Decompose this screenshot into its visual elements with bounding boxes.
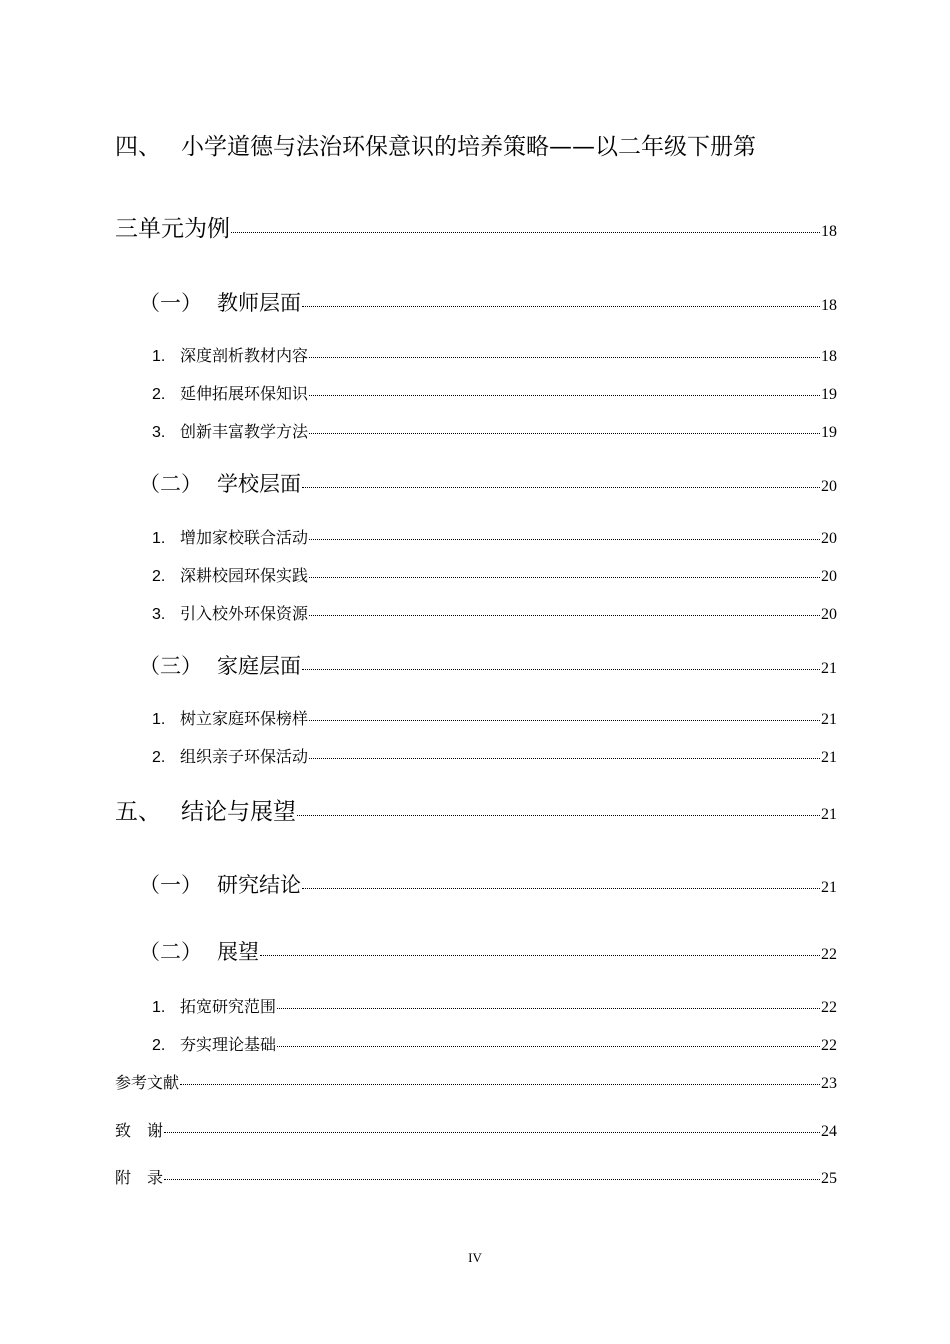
toc-entry-number: （二）	[139, 940, 202, 964]
toc-page-number: 18	[821, 348, 837, 365]
toc-page-number: 21	[821, 879, 837, 896]
toc-page-number: 22	[821, 946, 837, 963]
toc-entry-title: 增加家校联合活动	[180, 528, 309, 547]
toc-entry-title: 结论与展望	[181, 799, 296, 825]
toc-entry-acknowledgements[interactable]	[115, 1118, 837, 1141]
toc-dot-leader	[180, 1084, 820, 1085]
toc-entry-title: 致 谢	[115, 1121, 164, 1140]
toc-page-number: 24	[821, 1123, 837, 1140]
toc-page-number: 21	[821, 806, 837, 823]
toc-entry-title: 夯实理论基础	[180, 1035, 277, 1054]
toc-dot-leader	[231, 232, 820, 233]
toc-dot-leader	[309, 539, 820, 540]
toc-entry-number: （三）	[139, 654, 202, 678]
toc-entry-subsection[interactable]	[115, 343, 837, 366]
toc-dot-leader	[260, 955, 820, 956]
toc-chapter4-line1[interactable]	[115, 128, 837, 161]
toc-entry-number: （一）	[139, 291, 202, 315]
toc-dot-leader	[164, 1132, 820, 1133]
toc-entry-subsection[interactable]	[115, 994, 837, 1017]
toc-dot-leader	[302, 306, 820, 307]
toc-dot-leader	[309, 433, 820, 434]
toc-entry-title: 引入校外环保资源	[180, 604, 309, 623]
toc-page-number: 20	[821, 568, 837, 585]
toc-entry-subsection[interactable]	[115, 744, 837, 767]
toc-page-number: 18	[821, 297, 837, 314]
toc-entry-title: 附 录	[115, 1168, 164, 1187]
toc-entry-number: 1.	[152, 530, 166, 547]
toc-entry-title: 展望	[217, 940, 259, 964]
toc-dot-leader	[309, 357, 820, 358]
toc-page-number: 20	[821, 606, 837, 623]
toc-entry-section[interactable]	[115, 287, 837, 317]
toc-entry-title: 学校层面	[217, 472, 301, 496]
toc-dot-leader	[302, 888, 820, 889]
toc-dot-leader	[309, 395, 820, 396]
toc-entry-section[interactable]	[115, 936, 837, 966]
toc-entry-title: 树立家庭环保榜样	[180, 709, 309, 728]
toc-chapter4-title-line1: 小学道德与法治环保意识的培养策略——以二年级下册第	[181, 134, 756, 160]
toc-dot-leader	[309, 720, 820, 721]
toc-entry-number: 2.	[152, 749, 166, 766]
toc-page-number: 20	[821, 478, 837, 495]
toc-entry-number: 1.	[152, 711, 166, 728]
toc-page-number: 20	[821, 530, 837, 547]
toc-entry-number: 1.	[152, 999, 166, 1016]
toc-entry-number: 2.	[152, 568, 166, 585]
toc-entry-title: 延伸拓展环保知识	[180, 384, 309, 403]
toc-page-number: 21	[821, 711, 837, 728]
toc-entry-number: 3.	[152, 424, 166, 441]
toc-entry-subsection[interactable]	[115, 601, 837, 624]
toc-page-number: 21	[821, 749, 837, 766]
toc-entry-title: 研究结论	[217, 873, 301, 897]
toc-entry-subsection[interactable]	[115, 525, 837, 548]
toc-entry-section[interactable]	[115, 468, 837, 498]
toc-dot-leader	[302, 669, 820, 670]
toc-dot-leader	[164, 1179, 820, 1180]
toc-page-number: 21	[821, 660, 837, 677]
toc-page-number: 23	[821, 1075, 837, 1092]
toc-entry-title: 家庭层面	[217, 654, 301, 678]
toc-entry-number: 3.	[152, 606, 166, 623]
toc-page-number: 19	[821, 386, 837, 403]
toc-dot-leader	[297, 815, 820, 816]
toc-entry-number: 2.	[152, 1037, 166, 1054]
toc-entry-appendix[interactable]	[115, 1165, 837, 1188]
toc-entry-number: （一）	[139, 873, 202, 897]
toc-entry-title: 拓宽研究范围	[180, 997, 277, 1016]
toc-page-number: 22	[821, 999, 837, 1016]
toc-dot-leader	[277, 1008, 820, 1009]
page-footer-number: IV	[468, 1250, 482, 1265]
toc-dot-leader	[277, 1046, 820, 1047]
toc-page-number: 25	[821, 1170, 837, 1187]
toc-entry-subsection[interactable]	[115, 419, 837, 442]
toc-entry-subsection[interactable]	[115, 381, 837, 404]
toc-dot-leader	[309, 615, 820, 616]
toc-page-number: 19	[821, 424, 837, 441]
toc-dot-leader	[309, 577, 820, 578]
toc-entry-number: 五、	[115, 799, 161, 825]
toc-entry-number: （二）	[139, 472, 202, 496]
toc-entry-title: 深度剖析教材内容	[180, 346, 309, 365]
toc-entry-references[interactable]	[115, 1070, 837, 1093]
toc-entry-title: 教师层面	[217, 291, 301, 315]
toc-entry-chapter[interactable]	[115, 793, 837, 826]
toc-entry-title: 参考文献	[115, 1073, 180, 1092]
toc-entry-title: 深耕校园环保实践	[180, 566, 309, 585]
toc-chapter4-line2[interactable]	[115, 210, 837, 243]
toc-entry-subsection[interactable]	[115, 1032, 837, 1055]
toc-entry-subsection[interactable]	[115, 563, 837, 586]
toc-entry-section[interactable]	[115, 650, 837, 680]
toc-dot-leader	[302, 487, 820, 488]
toc-page-number: 22	[821, 1037, 837, 1054]
toc-chapter4-title-line2: 三单元为例	[115, 216, 230, 242]
toc-page-number: 18	[821, 223, 837, 240]
toc-entry-title: 创新丰富教学方法	[180, 422, 309, 441]
toc-entry-number: 2.	[152, 386, 166, 403]
toc-entry-section[interactable]	[115, 869, 837, 899]
toc-entry-subsection[interactable]	[115, 706, 837, 729]
toc-entry-title: 组织亲子环保活动	[180, 747, 309, 766]
toc-entry-number: 1.	[152, 348, 166, 365]
toc-dot-leader	[309, 758, 820, 759]
toc-chapter4-number: 四、	[115, 134, 161, 160]
